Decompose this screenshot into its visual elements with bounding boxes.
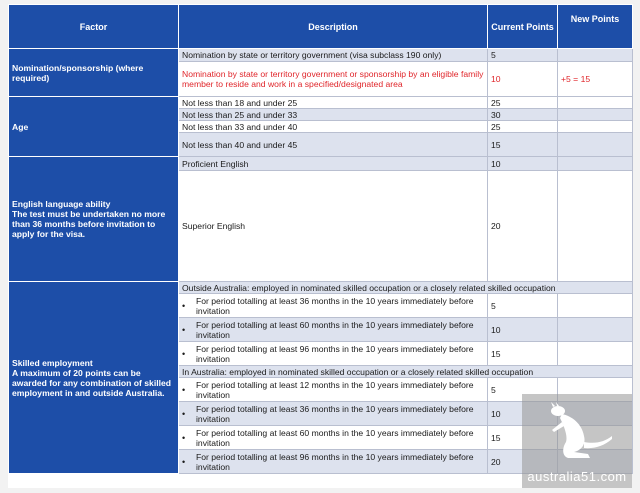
points-table-frame: [8, 4, 632, 488]
bullet-text: For period totalling at least 36 months in the 10 years immediately before invitation: [196, 403, 474, 424]
description-cell: [179, 342, 488, 366]
points-cell: 10: [488, 402, 558, 426]
factor-english: [9, 157, 179, 282]
watermark-brand: australia51.com: [527, 469, 627, 484]
new-points-cell: [558, 157, 633, 171]
description-cell: Superior English: [179, 171, 488, 282]
bullet-icon: •: [182, 348, 186, 359]
header-factor: Factor: [9, 5, 179, 49]
description-cell: Proficient English: [179, 157, 488, 171]
points-cell: 25: [488, 121, 558, 133]
points-cell: 5: [488, 49, 558, 62]
points-cell: 25: [488, 97, 558, 109]
points-cell: 5: [488, 378, 558, 402]
watermark: [522, 394, 632, 488]
description-cell: [179, 450, 488, 474]
header-description: Description: [179, 5, 488, 49]
factor-nomination: Nomination/sponsorship (where required): [9, 49, 179, 97]
factor-employment-note: A maximum of 20 points can be awarded for any combination of skilled employment in and outside Australia.: [12, 367, 172, 398]
points-cell: 10: [488, 62, 558, 97]
employment-inside-heading: In Australia: employed in nominated skilled occupation or a closely related skilled occupation: [179, 366, 633, 378]
new-points-cell: [558, 49, 633, 62]
new-points-cell: [558, 97, 633, 109]
table-row: [9, 97, 633, 109]
description-cell: Nomination by state or territory government or sponsorship by an eligible family member to reside and work in a specified/designated area: [179, 62, 488, 97]
bullet-text: For period totalling at least 60 months in the 10 years immediately before invitation: [196, 427, 474, 448]
factor-employment: [9, 282, 179, 474]
kangaroo-icon: [540, 402, 614, 460]
description-cell: Not less than 33 and under 40: [179, 121, 488, 133]
bullet-text: For period totalling at least 60 months in the 10 years immediately before invitation: [196, 319, 474, 340]
new-points-cell: [558, 342, 633, 366]
description-cell: Not less than 25 and under 33: [179, 109, 488, 121]
description-cell: Nomination by state or territory government (visa subclass 190 only): [179, 49, 488, 62]
points-cell: 15: [488, 342, 558, 366]
bullet-icon: •: [182, 456, 186, 467]
points-cell: 20: [488, 450, 558, 474]
new-points-cell: [558, 294, 633, 318]
description-cell: [179, 378, 488, 402]
points-cell: 15: [488, 133, 558, 157]
table-row: [9, 282, 633, 294]
bullet-text: For period totalling at least 36 months in the 10 years immediately before invitation: [196, 295, 474, 316]
description-cell: [179, 294, 488, 318]
table-row: [9, 157, 633, 171]
points-cell: 10: [488, 318, 558, 342]
description-cell: Not less than 40 and under 45: [179, 133, 488, 157]
bullet-text: For period totalling at least 96 months in the 10 years immediately before invitation: [196, 343, 474, 364]
employment-outside-heading: Outside Australia: employed in nominated skilled occupation or a closely related skilled occupation: [179, 282, 633, 294]
points-cell: 10: [488, 157, 558, 171]
bullet-icon: •: [182, 408, 186, 419]
bullet-text: For period totalling at least 96 months in the 10 years immediately before invitation: [196, 451, 474, 472]
header-new-points: New Points: [558, 5, 633, 49]
new-points-cell: [558, 133, 633, 157]
description-cell: Not less than 18 and under 25: [179, 97, 488, 109]
description-cell: [179, 318, 488, 342]
table-row: [9, 49, 633, 62]
bullet-icon: •: [182, 300, 186, 311]
factor-age: Age: [9, 97, 179, 157]
points-cell: 30: [488, 109, 558, 121]
points-cell: 5: [488, 294, 558, 318]
new-points-cell: [558, 171, 633, 282]
factor-employment-title: Skilled employment: [12, 357, 93, 368]
bullet-icon: •: [182, 432, 186, 443]
header-row: [9, 5, 633, 49]
new-points-cell: [558, 121, 633, 133]
description-cell: [179, 426, 488, 450]
bullet-text: For period totalling at least 12 months in the 10 years immediately before invitation: [196, 379, 474, 400]
header-current-points: Current Points: [488, 5, 558, 49]
points-cell: 15: [488, 426, 558, 450]
new-points-cell: [558, 318, 633, 342]
factor-english-title: English language ability: [12, 199, 111, 209]
bullet-icon: •: [182, 324, 186, 335]
factor-english-note: The test must be undertaken no more than 36 months before invitation to apply for the visa.: [12, 209, 166, 239]
description-cell: [179, 402, 488, 426]
points-cell: 20: [488, 171, 558, 282]
bullet-icon: •: [182, 384, 186, 395]
new-points-cell: +5 = 15: [558, 62, 633, 97]
new-points-cell: [558, 109, 633, 121]
